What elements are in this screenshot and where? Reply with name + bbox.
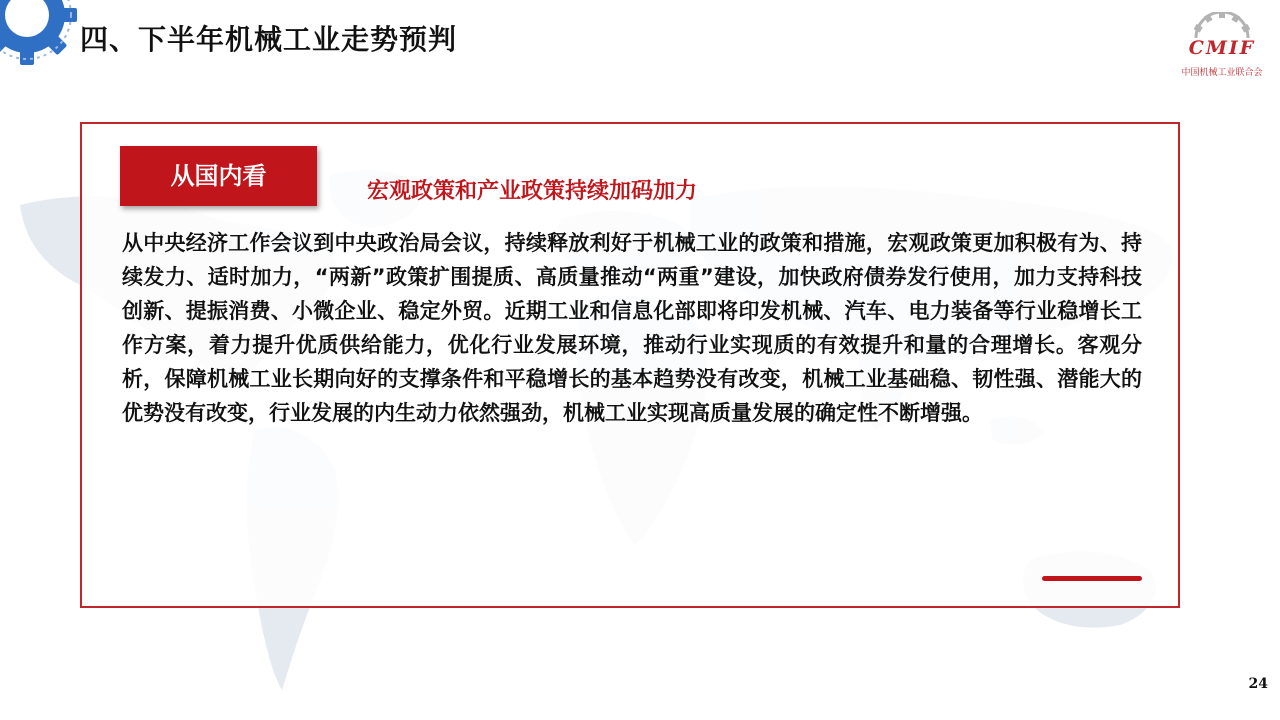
subheading: 宏观政策和产业政策持续加码加力	[367, 179, 698, 204]
cmif-logo-mark	[1172, 12, 1272, 68]
section-tag: 从国内看	[120, 146, 317, 206]
content-panel	[80, 122, 1180, 608]
body-paragraph: 从中央经济工作会议到中央政治局会议，持续释放利好于机械工业的政策和措施，宏观政策更加积极有为、持续发力、适时加力，“两新”政策扩围提质、高质量推动“两重”建设，加快政府债券发行使用，加力支持科技创新、提振消费、小微企业、稳定外贸。近期工业和信息化部即将印发机械、汽车、电力装备等行业稳增长工作方案，着力提升优质供给能力，优化行业发展环境，推动行业实现质的有效提升和量的合理增长。客观分析，保障机械工业长期向好的支撑条件和平稳增长的基本趋势没有改变，机械工业基础稳、韧性强、潜能大的优势没有改变，行业发展的内生动力依然强劲，机械工业实现高质量发展的确定性不断增强。	[122, 231, 1142, 425]
cmif-logo	[1172, 12, 1272, 82]
logo-org-name: 中国机械工业联合会	[1181, 68, 1263, 78]
accent-line	[1042, 576, 1142, 581]
page-title: 四、下半年机械工业走势预判	[80, 23, 458, 56]
gear-icon	[0, 0, 82, 70]
page-number: 24	[1248, 676, 1268, 692]
svg-text:CMIF: CMIF	[1188, 37, 1256, 59]
